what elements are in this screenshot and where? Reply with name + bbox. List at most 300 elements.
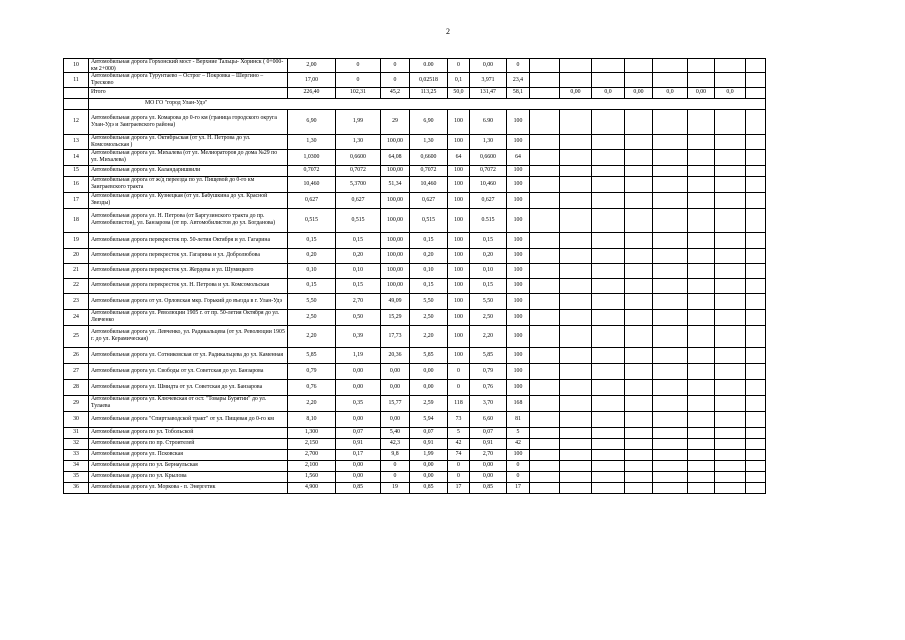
value-cell: [625, 411, 653, 427]
value-cell: [746, 427, 766, 438]
value-cell: [715, 379, 746, 395]
value-cell: [625, 449, 653, 460]
value-cell: [653, 109, 688, 134]
table-row: [64, 109, 766, 134]
road-name-cell: Автомобильная дорога ул. Каландаришвили: [89, 165, 288, 176]
value-cell: [715, 59, 746, 73]
value-cell: [560, 427, 592, 438]
value-cell: 0,1: [448, 73, 470, 87]
value-cell: [653, 248, 688, 263]
road-name-cell: Автомобильная дорога ул. Кузнецкая (от ул. Бабушкина до ул. Красной Звезды): [89, 192, 288, 208]
value-cell: [530, 59, 560, 73]
value-cell: 17: [448, 482, 470, 493]
value-cell: [688, 438, 715, 449]
row-number-cell: 16: [64, 176, 89, 192]
value-cell: [715, 248, 746, 263]
value-cell: 118: [448, 395, 470, 411]
value-cell: [530, 73, 560, 87]
road-name-cell: Автомобильная дорога ул. Комарова до 0-го км (граница городского округа Улан-Удэ и Заиграевского района): [89, 109, 288, 134]
value-cell: 17,73: [381, 325, 410, 347]
value-cell: [592, 379, 625, 395]
value-cell: 0,627: [470, 192, 507, 208]
road-name-cell: Итого: [89, 87, 288, 98]
value-cell: 0,85: [470, 482, 507, 493]
value-cell: 100: [448, 208, 470, 232]
road-name-cell: Автомобильная дорога перекресток ул. Гагарина и ул. Добролюбова: [89, 248, 288, 263]
value-cell: 0,00: [470, 59, 507, 73]
value-cell: 100: [507, 363, 530, 379]
road-name-cell: Автомобильная дорога от ж/д переезда по ул. Пищевой до 0-го км Заиграевского тракта: [89, 176, 288, 192]
value-cell: 0,515: [288, 208, 336, 232]
value-cell: [653, 59, 688, 73]
value-cell: [560, 134, 592, 149]
value-cell: 2,59: [410, 395, 448, 411]
value-cell: 51,34: [381, 176, 410, 192]
value-cell: 0,00: [410, 379, 448, 395]
value-cell: [688, 293, 715, 309]
table-row: [64, 325, 766, 347]
value-cell: [560, 73, 592, 87]
value-cell: [746, 263, 766, 278]
value-cell: 0: [336, 59, 381, 73]
value-cell: 0,7072: [470, 165, 507, 176]
value-cell: 0,10: [288, 263, 336, 278]
value-cell: 0,00: [625, 87, 653, 98]
value-cell: [688, 379, 715, 395]
value-cell: [653, 208, 688, 232]
value-cell: [530, 278, 560, 293]
value-cell: 0,79: [288, 363, 336, 379]
value-cell: [653, 149, 688, 165]
value-cell: [560, 192, 592, 208]
road-name-cell: Автомобильная дорога ул. Псковская: [89, 449, 288, 460]
value-cell: [560, 449, 592, 460]
row-number-cell: [64, 87, 89, 98]
value-cell: [653, 449, 688, 460]
value-cell: 0,7072: [288, 165, 336, 176]
value-cell: [688, 248, 715, 263]
value-cell: 168: [507, 395, 530, 411]
value-cell: 0,07: [470, 427, 507, 438]
value-cell: 0,00: [410, 460, 448, 471]
value-cell: 0,00: [560, 87, 592, 98]
page-number: 2: [446, 27, 450, 36]
table-row: [64, 395, 766, 411]
value-cell: [530, 263, 560, 278]
value-cell: [746, 134, 766, 149]
value-cell: [592, 347, 625, 363]
value-cell: 0,79: [470, 363, 507, 379]
value-cell: 100: [448, 109, 470, 134]
value-cell: 50,0: [448, 87, 470, 98]
value-cell: [592, 363, 625, 379]
value-cell: 10,460: [410, 176, 448, 192]
value-cell: [653, 325, 688, 347]
value-cell: [560, 347, 592, 363]
row-number-cell: 13: [64, 134, 89, 149]
value-cell: [653, 278, 688, 293]
value-cell: [653, 471, 688, 482]
value-cell: [560, 278, 592, 293]
value-cell: [746, 208, 766, 232]
value-cell: 100: [507, 248, 530, 263]
value-cell: 0,515: [410, 208, 448, 232]
value-cell: [560, 176, 592, 192]
value-cell: [715, 109, 746, 134]
value-cell: 74: [448, 449, 470, 460]
value-cell: [560, 293, 592, 309]
value-cell: 0: [507, 471, 530, 482]
row-number-cell: 24: [64, 309, 89, 325]
value-cell: [625, 73, 653, 87]
value-cell: [530, 411, 560, 427]
value-cell: [688, 363, 715, 379]
value-cell: [688, 176, 715, 192]
value-cell: 2,50: [410, 309, 448, 325]
value-cell: 0,20: [470, 248, 507, 263]
value-cell: 100: [507, 192, 530, 208]
value-cell: 0,00: [336, 460, 381, 471]
value-cell: [530, 379, 560, 395]
table-row: [64, 208, 766, 232]
value-cell: 100,00: [381, 232, 410, 248]
value-cell: 0,02518: [410, 73, 448, 87]
value-cell: 100: [448, 347, 470, 363]
value-cell: [715, 460, 746, 471]
row-number-cell: 33: [64, 449, 89, 460]
value-cell: [592, 278, 625, 293]
road-name-cell: Автомобильная дорога ул. Сотниковская от ул. Радикальцева до ул. Каменная: [89, 347, 288, 363]
value-cell: [715, 208, 746, 232]
value-cell: [560, 109, 592, 134]
value-cell: 0,0: [715, 87, 746, 98]
value-cell: [625, 460, 653, 471]
value-cell: 8,10: [288, 411, 336, 427]
value-cell: 100,00: [381, 208, 410, 232]
value-cell: [592, 109, 625, 134]
value-cell: 0: [507, 460, 530, 471]
road-name-cell: Автомобильная дорога ул. Левченко, ул. Радикальцева (от ул. Революции 1905 г. до ул. Керамическая): [89, 325, 288, 347]
value-cell: [653, 73, 688, 87]
value-cell: 0: [507, 59, 530, 73]
table-row: [64, 309, 766, 325]
road-name-cell: Автомобильная дорога перекресток ул. Н. Петрова и ул. Комсомольская: [89, 278, 288, 293]
road-name-cell: Автомобильная дорога по ул. Крылова: [89, 471, 288, 482]
value-cell: [530, 109, 560, 134]
value-cell: [530, 134, 560, 149]
value-cell: 0,00: [336, 363, 381, 379]
value-cell: [530, 176, 560, 192]
value-cell: [592, 208, 625, 232]
row-number-cell: 21: [64, 263, 89, 278]
road-name-cell: Автомобильная дорога ул. Моркова - п. Энергетик: [89, 482, 288, 493]
road-name-cell: Автомобильная дорога от ул. Орловская мкр. Горький до въезда в г. Улан-Удэ: [89, 293, 288, 309]
value-cell: [530, 325, 560, 347]
value-cell: [625, 109, 653, 134]
value-cell: [746, 411, 766, 427]
road-name-cell: Автомобильная дорога Горхонский мост - Верхние Тальцы- Хоринск ( 0+000-км 2+000): [89, 59, 288, 73]
value-cell: 0,515: [336, 208, 381, 232]
value-cell: 20,36: [381, 347, 410, 363]
value-cell: 0,00: [688, 87, 715, 98]
value-cell: [746, 482, 766, 493]
value-cell: [715, 149, 746, 165]
value-cell: 0,00: [381, 411, 410, 427]
value-cell: 0,10: [470, 263, 507, 278]
value-cell: 1,300: [288, 427, 336, 438]
value-cell: 0,7072: [410, 165, 448, 176]
value-cell: 113,25: [410, 87, 448, 98]
value-cell: [688, 482, 715, 493]
value-cell: [560, 165, 592, 176]
row-number-cell: 27: [64, 363, 89, 379]
value-cell: [560, 59, 592, 73]
value-cell: [653, 460, 688, 471]
value-cell: [688, 460, 715, 471]
value-cell: 100: [507, 176, 530, 192]
value-cell: 100: [507, 208, 530, 232]
value-cell: 0,15: [288, 278, 336, 293]
value-cell: 5,85: [288, 347, 336, 363]
value-cell: 0,39: [336, 325, 381, 347]
value-cell: [530, 482, 560, 493]
value-cell: [688, 278, 715, 293]
value-cell: [530, 460, 560, 471]
value-cell: 2,50: [288, 309, 336, 325]
value-cell: 2,20: [288, 325, 336, 347]
value-cell: [715, 482, 746, 493]
value-cell: 0,85: [336, 482, 381, 493]
value-cell: 6.90: [470, 109, 507, 134]
value-cell: [560, 395, 592, 411]
road-name-cell: Автомобильная дорога ул. Ключевская от ост. "Товары Бурятии" до ул. Тулаева: [89, 395, 288, 411]
value-cell: [688, 192, 715, 208]
value-cell: 0,00: [381, 379, 410, 395]
value-cell: [625, 395, 653, 411]
value-cell: [746, 347, 766, 363]
road-name-cell: Автомобильная дорога по пр. Строителей: [89, 438, 288, 449]
row-number-cell: 25: [64, 325, 89, 347]
value-cell: [592, 438, 625, 449]
value-cell: [746, 109, 766, 134]
value-cell: 100: [448, 325, 470, 347]
value-cell: 5,50: [288, 293, 336, 309]
value-cell: 0,627: [288, 192, 336, 208]
value-cell: [592, 482, 625, 493]
value-cell: 2,100: [288, 460, 336, 471]
value-cell: [688, 59, 715, 73]
value-cell: [715, 293, 746, 309]
value-cell: [560, 208, 592, 232]
value-cell: 0: [448, 379, 470, 395]
value-cell: [530, 363, 560, 379]
value-cell: [746, 325, 766, 347]
road-name-cell: Автомобильная дорога Турунтаево – Острог – Покровка – Шергино – Тресково: [89, 73, 288, 87]
value-cell: [530, 309, 560, 325]
value-cell: [715, 449, 746, 460]
value-cell: [746, 379, 766, 395]
row-number-cell: 11: [64, 73, 89, 87]
value-cell: 0,00: [336, 379, 381, 395]
value-cell: 2,50: [470, 309, 507, 325]
value-cell: 58,1: [507, 87, 530, 98]
value-cell: 100: [448, 232, 470, 248]
table-row: [64, 248, 766, 263]
value-cell: [746, 232, 766, 248]
road-table: [63, 58, 766, 494]
value-cell: 42: [507, 438, 530, 449]
value-cell: 3,971: [470, 73, 507, 87]
value-cell: [653, 192, 688, 208]
value-cell: 102,31: [336, 87, 381, 98]
value-cell: [625, 427, 653, 438]
value-cell: 100: [507, 325, 530, 347]
value-cell: 100: [507, 347, 530, 363]
value-cell: [715, 192, 746, 208]
value-cell: [592, 263, 625, 278]
table-row: [64, 347, 766, 363]
value-cell: [560, 471, 592, 482]
value-cell: [688, 73, 715, 87]
value-cell: 1,19: [336, 347, 381, 363]
row-number-cell: 34: [64, 460, 89, 471]
value-cell: [625, 149, 653, 165]
value-cell: [746, 192, 766, 208]
value-cell: 0,6600: [410, 149, 448, 165]
value-cell: 100: [448, 192, 470, 208]
road-name-cell: Автомобильная дорога ул. Октябрьская (от ул. Н. Петрова до ул. Комсомольская ): [89, 134, 288, 149]
value-cell: 10,460: [288, 176, 336, 192]
value-cell: 0,10: [410, 263, 448, 278]
value-cell: 100,00: [381, 263, 410, 278]
value-cell: 42: [448, 438, 470, 449]
value-cell: [653, 411, 688, 427]
value-cell: 131,47: [470, 87, 507, 98]
section-title: МО ГО "город Улан-Удэ": [89, 98, 766, 109]
value-cell: [653, 134, 688, 149]
value-cell: 0,0: [592, 87, 625, 98]
value-cell: 2,20: [470, 325, 507, 347]
value-cell: 5,3700: [336, 176, 381, 192]
value-cell: 0,15: [470, 232, 507, 248]
value-cell: 0,00: [336, 471, 381, 482]
value-cell: 100: [448, 293, 470, 309]
row-number-cell: 15: [64, 165, 89, 176]
value-cell: [625, 59, 653, 73]
row-number-cell: 31: [64, 427, 89, 438]
value-cell: [746, 293, 766, 309]
table-row: [64, 460, 766, 471]
value-cell: 17,00: [288, 73, 336, 87]
value-cell: 9,8: [381, 449, 410, 460]
value-cell: 0: [448, 59, 470, 73]
value-cell: [560, 325, 592, 347]
value-cell: 1,30: [336, 134, 381, 149]
value-cell: [746, 363, 766, 379]
value-cell: 100: [448, 263, 470, 278]
value-cell: [715, 73, 746, 87]
table-row: [64, 278, 766, 293]
value-cell: 3,70: [470, 395, 507, 411]
value-cell: 4,900: [288, 482, 336, 493]
value-cell: [625, 309, 653, 325]
value-cell: 73: [448, 411, 470, 427]
value-cell: [592, 248, 625, 263]
value-cell: [625, 471, 653, 482]
value-cell: [715, 395, 746, 411]
value-cell: [688, 165, 715, 176]
value-cell: 100,00: [381, 192, 410, 208]
table-row: [64, 192, 766, 208]
value-cell: 0,50: [336, 309, 381, 325]
value-cell: [688, 208, 715, 232]
value-cell: 100: [507, 165, 530, 176]
value-cell: [653, 379, 688, 395]
value-cell: [688, 449, 715, 460]
value-cell: [746, 165, 766, 176]
value-cell: 100: [507, 232, 530, 248]
value-cell: [715, 411, 746, 427]
road-name-cell: Автомобильная дорога перекресток пр. 50-летия Октября и ул. Гагарина: [89, 232, 288, 248]
value-cell: 0.00: [410, 59, 448, 73]
value-cell: [625, 293, 653, 309]
value-cell: [653, 232, 688, 248]
value-cell: 100: [448, 278, 470, 293]
value-cell: [688, 347, 715, 363]
value-cell: [560, 411, 592, 427]
value-cell: 0,10: [336, 263, 381, 278]
value-cell: 226,40: [288, 87, 336, 98]
value-cell: [592, 192, 625, 208]
value-cell: [625, 438, 653, 449]
value-cell: 0,00: [410, 471, 448, 482]
value-cell: [592, 395, 625, 411]
value-cell: 1,0300: [288, 149, 336, 165]
value-cell: [653, 427, 688, 438]
value-cell: [688, 263, 715, 278]
value-cell: 1,30: [470, 134, 507, 149]
value-cell: 5,94: [410, 411, 448, 427]
row-number-cell: 28: [64, 379, 89, 395]
row-number-cell: 36: [64, 482, 89, 493]
value-cell: [653, 363, 688, 379]
value-cell: 0: [336, 73, 381, 87]
road-name-cell: Автомобильная дорога ул. Свободы от ул. Советская до ул. Банзарова: [89, 363, 288, 379]
value-cell: 17: [507, 482, 530, 493]
table-row: [64, 293, 766, 309]
value-cell: 2,70: [336, 293, 381, 309]
value-cell: [715, 263, 746, 278]
value-cell: 0,76: [470, 379, 507, 395]
value-cell: 2,150: [288, 438, 336, 449]
value-cell: 100: [507, 134, 530, 149]
value-cell: 0: [381, 460, 410, 471]
value-cell: 42,3: [381, 438, 410, 449]
value-cell: [560, 363, 592, 379]
table-row: [64, 59, 766, 73]
value-cell: [592, 427, 625, 438]
table-row: [64, 379, 766, 395]
value-cell: 0,00: [470, 471, 507, 482]
value-cell: [653, 293, 688, 309]
value-cell: 0,91: [336, 438, 381, 449]
value-cell: [560, 482, 592, 493]
road-name-cell: Автомобильная дорога перекресток ул. Жердева и ул. Шумяцкого: [89, 263, 288, 278]
value-cell: 0,17: [336, 449, 381, 460]
value-cell: [715, 363, 746, 379]
value-cell: 0,7072: [336, 165, 381, 176]
value-cell: 2,20: [288, 395, 336, 411]
